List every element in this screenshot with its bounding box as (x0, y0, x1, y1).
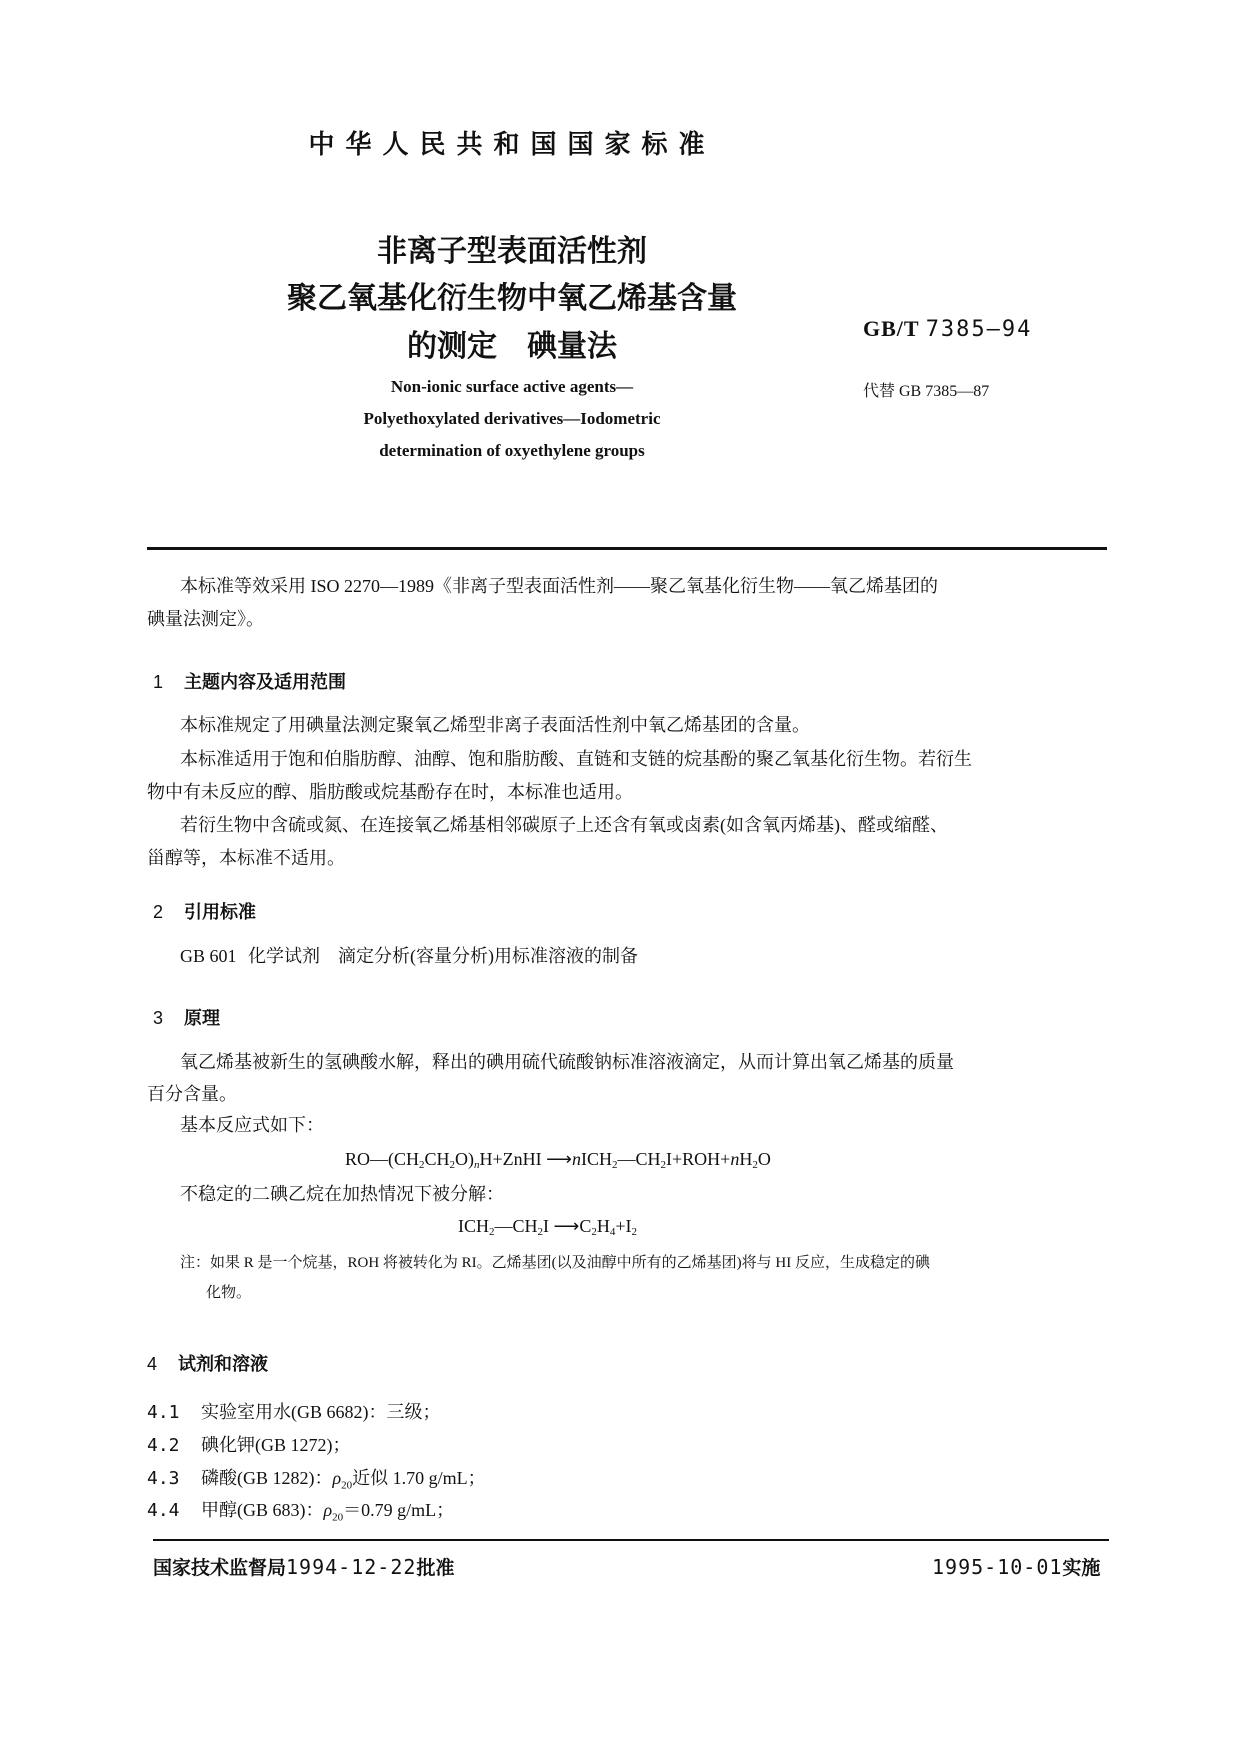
standard-type-heading: 中华人民共和国国家标准 (308, 130, 716, 160)
section-title: 主题内容及适用范围 (184, 672, 346, 693)
section-1-paragraph: 物中有未反应的醇、脂肪酸或烷基酚存在时，本标准也适用。 (147, 782, 633, 802)
title-en-line-3: determination of oxyethylene groups (379, 441, 645, 460)
section-number: 4 (147, 1354, 158, 1374)
header-divider (147, 547, 1107, 550)
section-1-paragraph: 本标准适用于饱和伯脂肪醇、油醇、饱和脂肪酸、直链和支链的烷基酚的聚乙氧基化衍生物。若衍生 (180, 749, 972, 769)
section-3-paragraph: 百分含量。 (147, 1084, 237, 1104)
approval-info (153, 1553, 454, 1580)
section-1-paragraph: 本标准规定了用碘量法测定聚氧乙烯型非离子表面活性剂中氧乙烯基团的含量。 (180, 715, 810, 735)
density-symbol: ρ (323, 1500, 333, 1520)
approved-date: 1994-12-22 (286, 1555, 417, 1579)
title-cn-line-1: 非离子型表面活性剂 (377, 234, 647, 269)
item-number: 4.2 (147, 1435, 180, 1456)
effective-label: 实施 (1062, 1557, 1101, 1579)
intro-line-2: 碘量法测定》。 (147, 609, 264, 629)
section-4-heading (147, 1350, 268, 1376)
section-3-paragraph: 基本反应式如下： (180, 1115, 324, 1135)
density-symbol: ρ (332, 1468, 342, 1488)
reaction-equation-2: $ICH_2—CH_2I$ $⟶C_2H_4+I_2$ (458, 1216, 637, 1238)
approved-label: 批准 (416, 1557, 455, 1579)
arrow-icon: ⟶ (553, 1216, 580, 1236)
section-1-paragraph: 甾醇等，本标准不适用。 (147, 848, 345, 868)
section-title: 引用标准 (184, 902, 256, 923)
section-3-paragraph: 氧乙烯基被新生的氢碘酸水解，释出的碘用硫代硫酸钠标准溶液滴定，从而计算出氧乙烯基的质量 (180, 1052, 954, 1072)
title-cn-line-3: 的测定 碘量法 (407, 329, 617, 364)
effective-date: 1995-10-01 (932, 1555, 1063, 1579)
item-number: 4.4 (147, 1500, 180, 1521)
section-title: 试剂和溶液 (178, 1354, 268, 1375)
item-number: 4.1 (147, 1402, 180, 1423)
section-3-paragraph: 不稳定的二碘乙烷在加热情况下被分解： (180, 1184, 504, 1204)
section-number: 3 (153, 1008, 164, 1028)
title-en-line-2: Polyethoxylated derivatives—Iodometric (363, 409, 661, 428)
arrow-icon: ⟶ (546, 1149, 572, 1169)
replaces-note: 代替 GB 7385—87 (863, 383, 990, 400)
standard-code (863, 316, 1032, 342)
section-number: 2 (153, 902, 164, 922)
title-cn-line-2: 聚乙氧基化衍生物中氧乙烯基含量 (287, 281, 737, 316)
section-1-paragraph: 若衍生物中含硫或氮、在连接氧乙烯基相邻碳原子上还含有氧或卤素(如含氧丙烯基)、醛或缩醛、 (180, 815, 948, 835)
note-line-1: 注：如果 R 是一个烷基，ROH 将被转化为 RI。乙烯基团(以及油醇中所有的乙烯基团)将与 HI 反应，生成稳定的碘 (180, 1255, 930, 1271)
effective-info (932, 1553, 1100, 1580)
standard-code-number: 7385—94 (925, 317, 1033, 342)
issuer: 国家技术监督局 (153, 1557, 287, 1579)
section-title: 原理 (184, 1008, 220, 1029)
reaction-equation-1: $RO—(CH_2CH_2O)_nH+ZnHI$ $⟶nICH_2—CH_2I+ROH+nH_2O$ (345, 1149, 771, 1171)
note-line-2: 化物。 (206, 1285, 252, 1301)
reagent-item: 4.3 磷酸(GB 1282)：$\rho_{20}$近似 1.70 g/mL； (147, 1468, 486, 1492)
reagent-item (147, 1398, 441, 1424)
item-number: 4.3 (147, 1468, 180, 1489)
item-text: 实验室用水(GB 6682)：三级； (201, 1402, 441, 1422)
reference-item (180, 947, 638, 965)
intro-line-1: 本标准等效采用 ISO 2270—1989《非离子型表面活性剂——聚乙氧基化衍生物——氧乙烯基团的 (180, 576, 939, 596)
item-text: 碘化钾(GB 1272)； (201, 1435, 351, 1455)
standard-code-prefix: GB/T (863, 316, 920, 341)
reagent-item (147, 1431, 351, 1457)
footer-divider (153, 1539, 1109, 1541)
section-1-heading (153, 668, 346, 694)
section-2-heading (153, 898, 256, 924)
reference-code: GB 601 (180, 946, 237, 966)
title-en-line-1: Non-ionic surface active agents— (390, 377, 634, 396)
reference-title: 化学试剂 滴定分析(容量分析)用标准溶液的制备 (248, 946, 638, 966)
section-number: 1 (153, 672, 164, 692)
reagent-item: 4.4 甲醇(GB 683)：$\rho_{20}=0.79$ g/mL； (147, 1500, 455, 1524)
section-3-heading (153, 1004, 220, 1030)
